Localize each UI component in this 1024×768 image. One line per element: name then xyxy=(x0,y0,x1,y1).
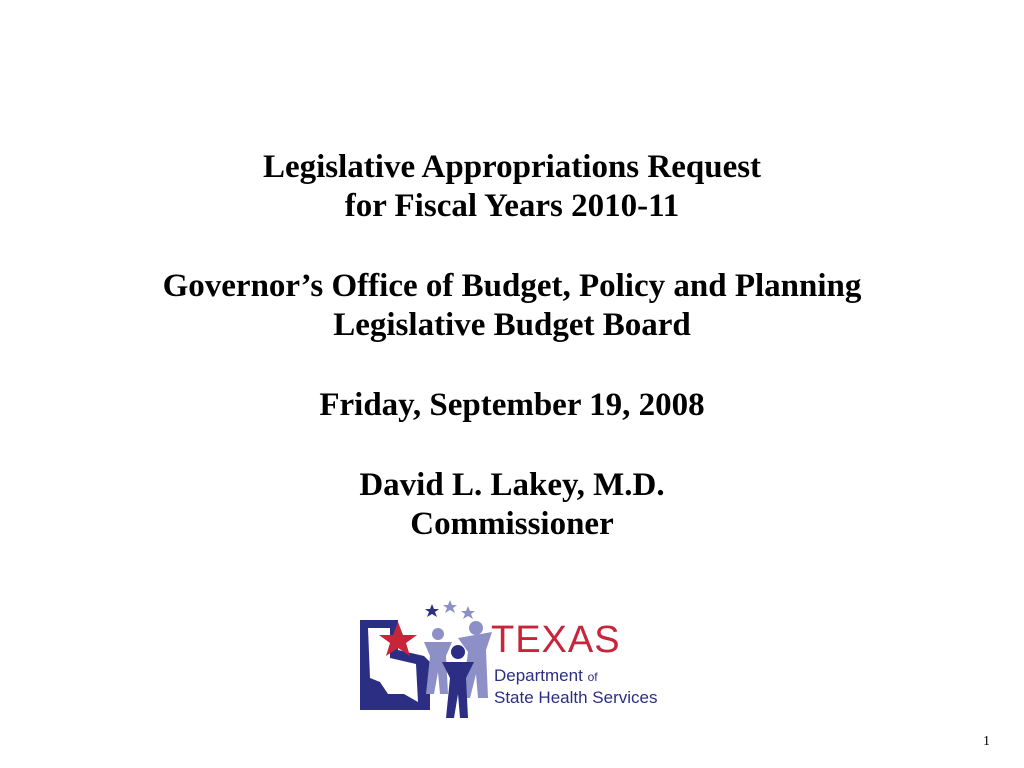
organization-line-2: Legislative Budget Board xyxy=(333,307,691,343)
texas-dshs-logo-icon xyxy=(358,598,498,722)
page-number: 1 xyxy=(983,734,990,749)
small-star-icon xyxy=(425,604,439,617)
small-star-icon xyxy=(443,600,457,613)
texas-dshs-logo xyxy=(358,598,668,722)
logo-texas-text: TEXAS xyxy=(491,619,621,661)
spacer xyxy=(0,345,1024,386)
title-line-1: Legislative Appropriations Request xyxy=(262,149,762,185)
logo-department-word: Department xyxy=(494,666,583,685)
figure-head-icon xyxy=(469,621,483,635)
logo-of-word: of xyxy=(587,670,598,684)
title-line-2: for Fiscal Years 2010-11 xyxy=(344,188,680,224)
slide-title-block xyxy=(0,148,1024,544)
presenter-title: Commissioner xyxy=(410,506,614,542)
presentation-date: Friday, September 19, 2008 xyxy=(319,387,705,423)
spacer xyxy=(0,226,1024,267)
spacer xyxy=(0,425,1024,466)
organization-line-1: Governor’s Office of Budget, Policy and Planning xyxy=(162,268,862,304)
small-star-icon xyxy=(461,606,475,619)
figure-head-icon xyxy=(432,628,444,640)
figure-head-icon xyxy=(451,645,465,659)
logo-department-text xyxy=(494,666,598,687)
presenter-name: David L. Lakey, M.D. xyxy=(359,467,665,503)
logo-agency-text: State Health Services xyxy=(494,688,658,707)
